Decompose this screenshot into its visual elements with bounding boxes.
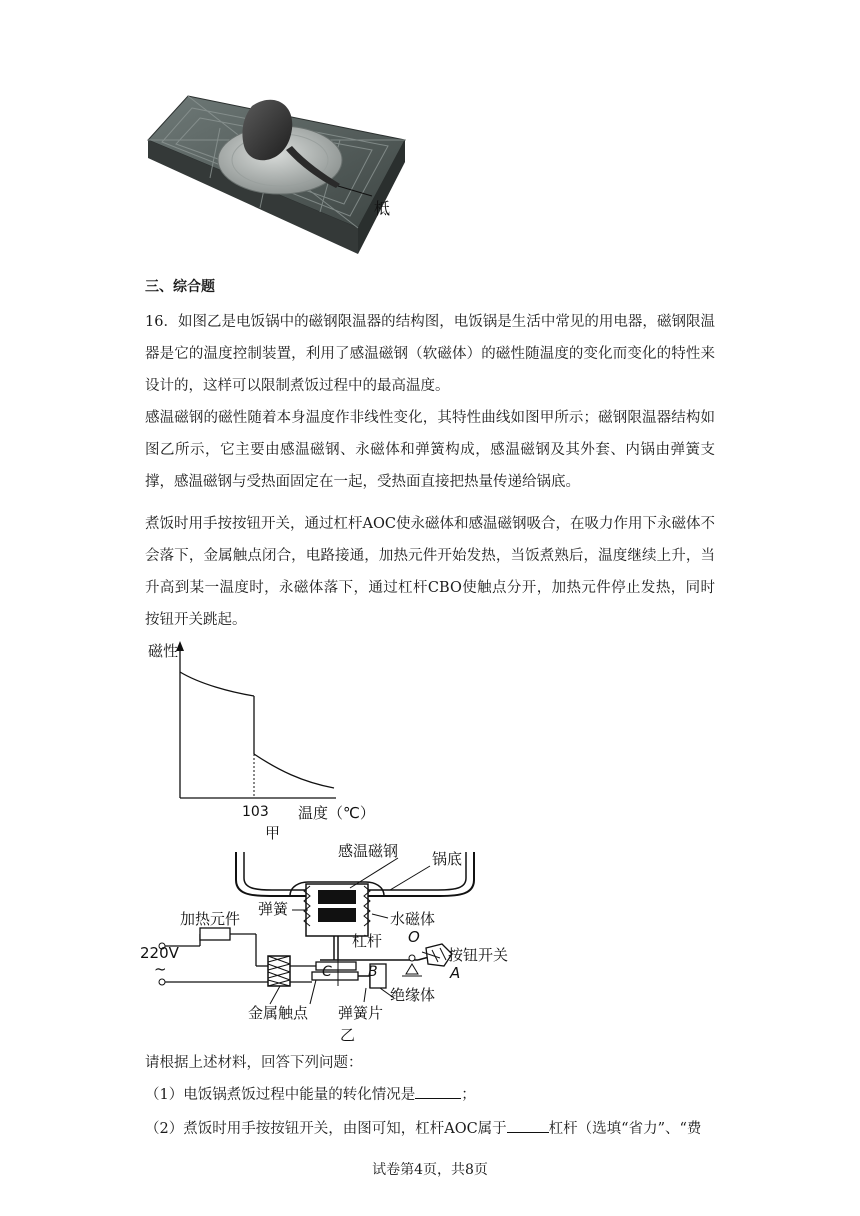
question-16-paragraph-3: 煮饭时用手按按钮开关，通过杠杆AOC使永磁体和感温磁钢吸合，在吸力作用下永磁体不会落下，金属触点闭合，电路接通，加热元件开始发热，当饭煮熟后，温度继续上升，当升高到某一温度时，永磁体落下，通过杠杆CBO使触点分开，加热元件停止发热，同时按钮开关跳起。 (145, 516, 715, 628)
thermostat-structure-diagram (140, 836, 560, 1046)
label-button: 按钮开关 (448, 946, 509, 964)
question-1-tail: ； (461, 1087, 476, 1103)
label-point-o: O (408, 928, 420, 946)
questions-prompt: 请根据上述材料，回答下列问题： (145, 1055, 363, 1071)
label-magnet-sensor: 感温磁钢 (338, 842, 399, 860)
compass-photo (140, 88, 410, 258)
label-spring: 弹簧 (258, 900, 289, 918)
label-ac: ~ (154, 960, 167, 978)
question-2-tail: 杠杆（选填“省力”、“费 (548, 1121, 702, 1137)
label-point-b: B (368, 964, 378, 980)
label-pot-bottom: 锅底 (432, 850, 463, 868)
y-axis-label: 磁性 (148, 642, 179, 660)
section-heading: 三、综合题 (145, 279, 215, 295)
question-2 (145, 1114, 715, 1144)
curve-high (180, 672, 254, 696)
label-voltage: 220V (140, 944, 179, 962)
label-permanent-magnet: 水磁体 (390, 910, 436, 928)
x-tick-label: 103 (242, 804, 269, 820)
label-spring-plate: 弹簧片 (338, 1004, 384, 1022)
x-axis-label: 温度（℃） (298, 804, 375, 822)
curve-low (254, 754, 334, 788)
label-point-a: A (450, 964, 461, 982)
question-2-text: （2）煮饭时用手按按钮开关，由图可知，杠杆AOC属于 (145, 1121, 507, 1137)
question-16-paragraph-2: 感温磁钢的磁性随着本身温度作非线性变化，其特性曲线如图甲所示；磁钢限温器结构如图乙所示，它主要由感温磁钢、永磁体和弹簧构成，感温磁钢及其外套、内锅由弹簧支撑，感温磁钢与受热面固定在一起，受热面直接把热量传递给锅底。 (145, 410, 715, 490)
label-heater: 加热元件 (180, 910, 241, 928)
page-footer: 试卷第4页，共8页 (372, 1162, 488, 1178)
graph-caption: 甲 (265, 824, 281, 842)
question-2-answer-blank[interactable] (507, 1118, 549, 1133)
question-16-paragraph-1: 16．如图乙是电饭锅中的磁钢限温器的结构图，电饭锅是生活中常见的用电器，磁钢限温器是它的温度控制装置，利用了感温磁钢（软磁体）的磁性随温度的变化而变化的特性来设计的，这样可以限制煮饭过程中的最高温度。 (145, 314, 715, 394)
label-contacts: 金属触点 (248, 1004, 309, 1022)
question-1-text: （1）电饭锅煮饭过程中能量的转化情况是 (145, 1087, 416, 1103)
question-1 (145, 1080, 715, 1110)
diagram-caption: 乙 (340, 1026, 356, 1044)
label-lever: 杠杆 (352, 932, 383, 950)
magnetism-temperature-graph (140, 636, 380, 846)
question-1-answer-blank[interactable] (415, 1084, 461, 1099)
label-insulator: 绝缘体 (390, 986, 436, 1004)
photo-label: 柢 (374, 199, 391, 218)
label-point-c: C (322, 964, 332, 980)
